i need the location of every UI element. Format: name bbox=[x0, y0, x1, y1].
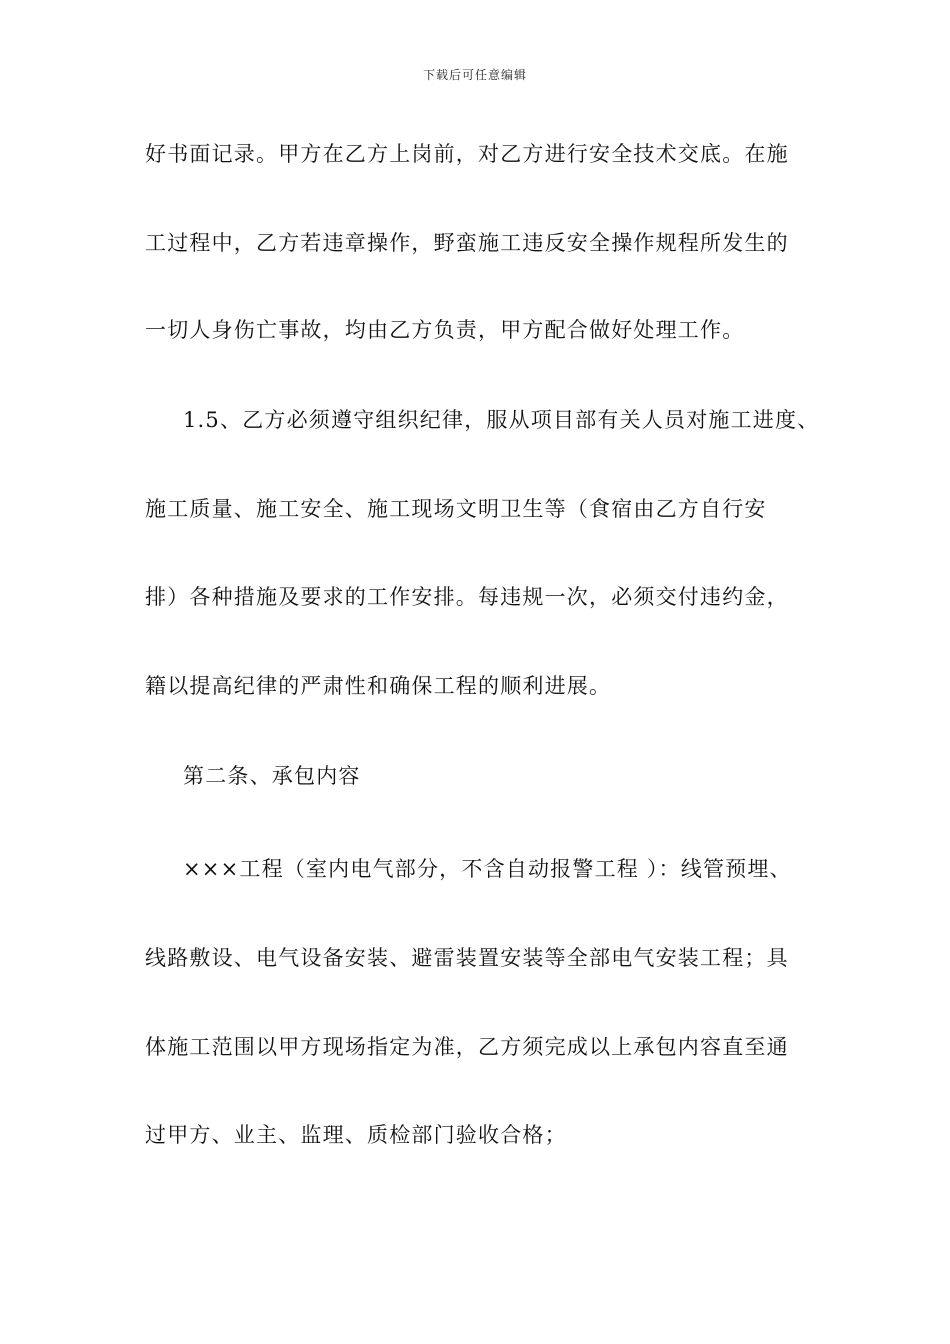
text-line: 1.5、乙方必须遵守组织纪律，服从项目部有关人员对施工进度、 bbox=[183, 408, 820, 432]
text-line: 施工质量、施工安全、施工现场文明卫生等（食宿由乙方自行安 bbox=[145, 497, 767, 521]
text-line: 线路敷设、电气设备安装、避雷装置安装等全部电气安装工程；具 bbox=[145, 946, 789, 970]
text-line: 体施工范围以甲方现场指定为准，乙方须完成以上承包内容直至通 bbox=[145, 1035, 789, 1059]
section-heading: 第二条、承包内容 bbox=[183, 764, 361, 788]
text-line: 籍以提高纪律的严肃性和确保工程的顺利进展。 bbox=[145, 674, 612, 698]
page-header: 下载后可任意编辑 bbox=[422, 68, 527, 82]
text-line: 一切人身伤亡事故，均由乙方负责，甲方配合做好处理工作。 bbox=[145, 318, 745, 342]
text-line: 排）各种措施及要求的工作安排。每违规一次，必须交付违约金， bbox=[145, 585, 789, 609]
text-line: 过甲方、业主、监理、质检部门验收合格； bbox=[145, 1123, 567, 1147]
text-line: 好书面记录。甲方在乙方上岗前，对乙方进行安全技术交底。在施 bbox=[145, 142, 789, 166]
text-line: 工过程中，乙方若违章操作，野蛮施工违反安全操作规程所发生的 bbox=[145, 231, 789, 255]
text-line: ×××工程（室内电气部分，不含自动报警工程 ）：线管预埋、 bbox=[183, 857, 792, 881]
